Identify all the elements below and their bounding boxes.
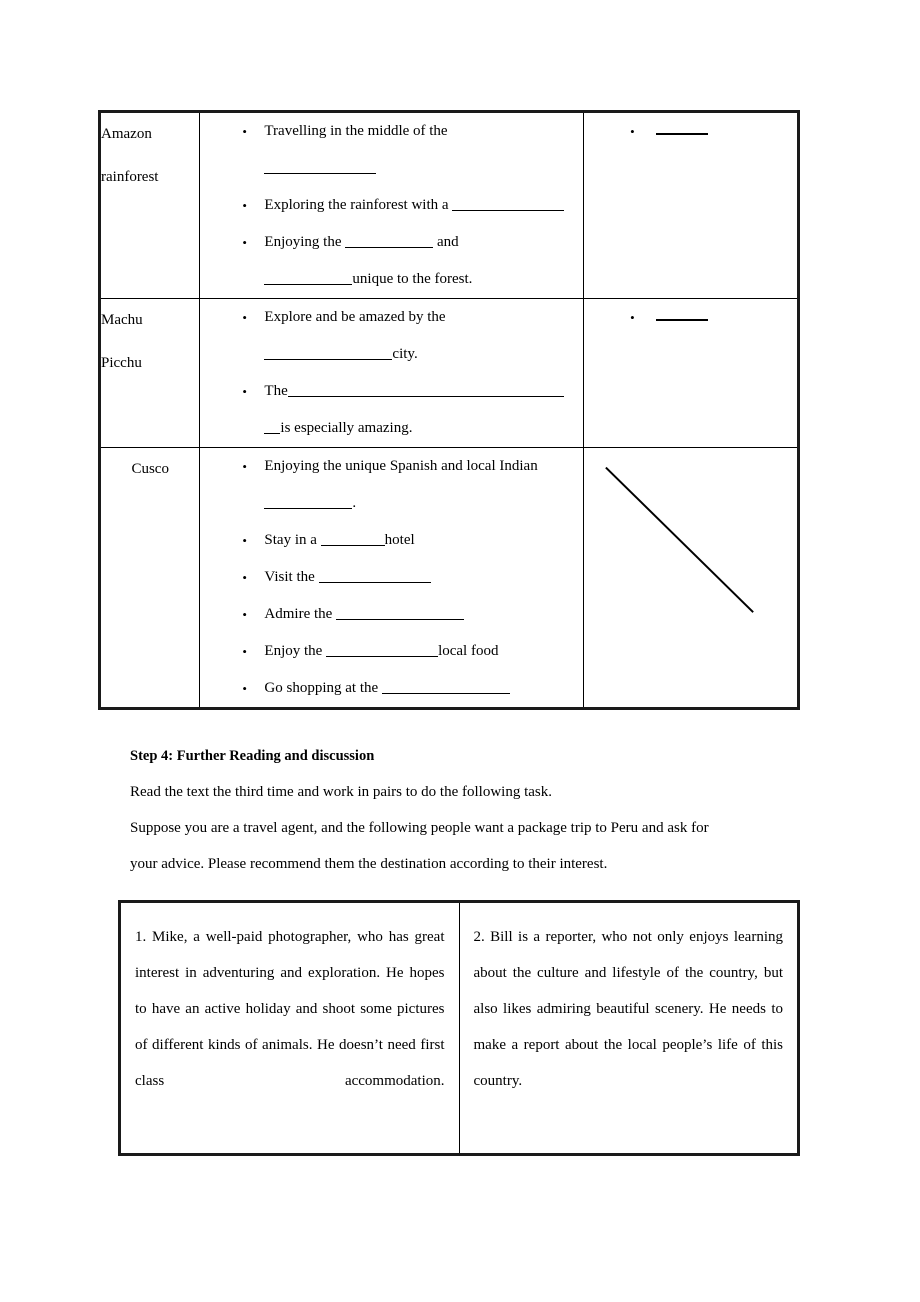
activity-text-tail: hotel (384, 532, 415, 548)
activity-continuation-text: . (352, 495, 357, 511)
activity-text: Go shopping at the (264, 680, 379, 696)
destination-name-line2: Picchu (101, 355, 142, 371)
table-row (100, 448, 799, 709)
activity-continuation-line (200, 485, 583, 522)
fill-in-blank (264, 270, 352, 285)
activity-text-tail: local food (438, 643, 499, 659)
list-item (200, 559, 583, 596)
list-item (200, 113, 583, 150)
fill-in-blank (336, 605, 464, 620)
fill-in-blank (382, 679, 510, 694)
diagonal-strike-container (584, 448, 797, 707)
activity-text: Explore and be amazed by the (264, 309, 446, 325)
fill-in-blank (319, 568, 431, 583)
answer-blank (656, 306, 708, 322)
fill-in-blank (326, 642, 438, 657)
destination-name-line2: rainforest (101, 169, 159, 185)
answer-blank (656, 120, 708, 136)
list-item (200, 670, 583, 707)
answer-cell-cusco (584, 448, 799, 709)
activity-bullet-list (200, 299, 583, 447)
destination-name-line1: Cusco (131, 461, 169, 477)
answer-cell-amazon (584, 112, 799, 299)
list-item (200, 448, 583, 485)
activity-text: Exploring the rainforest with a (264, 197, 449, 213)
fill-in-blank (288, 382, 564, 397)
list-item (200, 224, 583, 261)
destination-activities-cell-cusco (200, 448, 584, 709)
destination-name-cell-amazon (100, 112, 200, 299)
activity-bullet-list (200, 113, 583, 298)
step4-heading: Step 4: Further Reading and discussion (130, 748, 375, 764)
activity-blank-line (200, 150, 583, 187)
list-item (200, 373, 583, 410)
activity-text: Admire the (264, 606, 333, 622)
list-item (200, 596, 583, 633)
activity-continuation-line (200, 336, 583, 373)
fill-in-blank (264, 494, 352, 509)
fill-in-blank (264, 419, 280, 434)
activity-text: Travelling in the middle of the (264, 123, 448, 139)
activity-continuation-text: is especially amazing. (280, 420, 413, 436)
step4-section (130, 738, 790, 882)
destination-activities-cell-amazon (200, 112, 584, 299)
list-item (200, 187, 583, 224)
profile-cell-mike (120, 902, 460, 1155)
destination-name-cell-machu-picchu (100, 299, 200, 448)
activity-text: Stay in a (264, 532, 317, 548)
table-row (100, 299, 799, 448)
diagonal-line-icon (584, 448, 797, 707)
activity-continuation-text: city. (392, 346, 418, 362)
activity-text: Enjoying the unique Spanish and local Indian (264, 458, 538, 474)
traveller-profiles-table (118, 900, 800, 1156)
step4-instruction: Read the text the third time and work in pairs to do the following task. (130, 784, 552, 800)
activity-continuation-line (200, 261, 583, 298)
table-row (120, 902, 799, 1155)
list-item (200, 522, 583, 559)
activity-text: Enjoy the (264, 643, 323, 659)
list-item (200, 299, 583, 336)
profile-text: 2. Bill is a reporter, who not only enjoys learning about the culture and lifestyle of the country, but also likes admiring beautiful scenery. He needs to make a report about the local people’s life of this country. (473, 929, 783, 1089)
activity-text: The (264, 383, 288, 399)
list-item (200, 633, 583, 670)
fill-in-blank (264, 345, 392, 360)
profile-text: 1. Mike, a well-paid photographer, who has great interest in adventuring and exploration. He hopes to have an active holiday and shoot some pictures of different kinds of animals. He doesn’t need first class accommodation. (135, 929, 445, 1089)
table-row (100, 112, 799, 299)
fill-in-blank (264, 159, 376, 174)
activity-text-tail: and (437, 234, 459, 250)
activity-bullet-list (200, 448, 583, 707)
answer-bullet (584, 299, 797, 336)
answer-cell-machu-picchu (584, 299, 799, 448)
activity-text: Visit the (264, 569, 315, 585)
step4-scenario-line2: your advice. Please recommend them the destination according to their interest. (130, 856, 608, 872)
destination-activities-cell-machu-picchu (200, 299, 584, 448)
profile-cell-bill (459, 902, 799, 1155)
destination-name-line1: Machu (101, 312, 143, 328)
step4-scenario-line1: Suppose you are a travel agent, and the following people want a package trip to Peru and ask for (130, 820, 709, 836)
fill-in-blank (321, 531, 385, 546)
activity-continuation-text: unique to the forest. (352, 271, 473, 287)
activity-continuation-line (200, 410, 583, 447)
fill-in-blank (345, 233, 433, 248)
destination-name-line1: Amazon (101, 126, 152, 142)
answer-bullet (584, 113, 797, 150)
destination-name-cell-cusco (100, 448, 200, 709)
activity-text: Enjoying the (264, 234, 342, 250)
fill-in-blank (452, 196, 564, 211)
destination-planning-table (98, 110, 800, 710)
